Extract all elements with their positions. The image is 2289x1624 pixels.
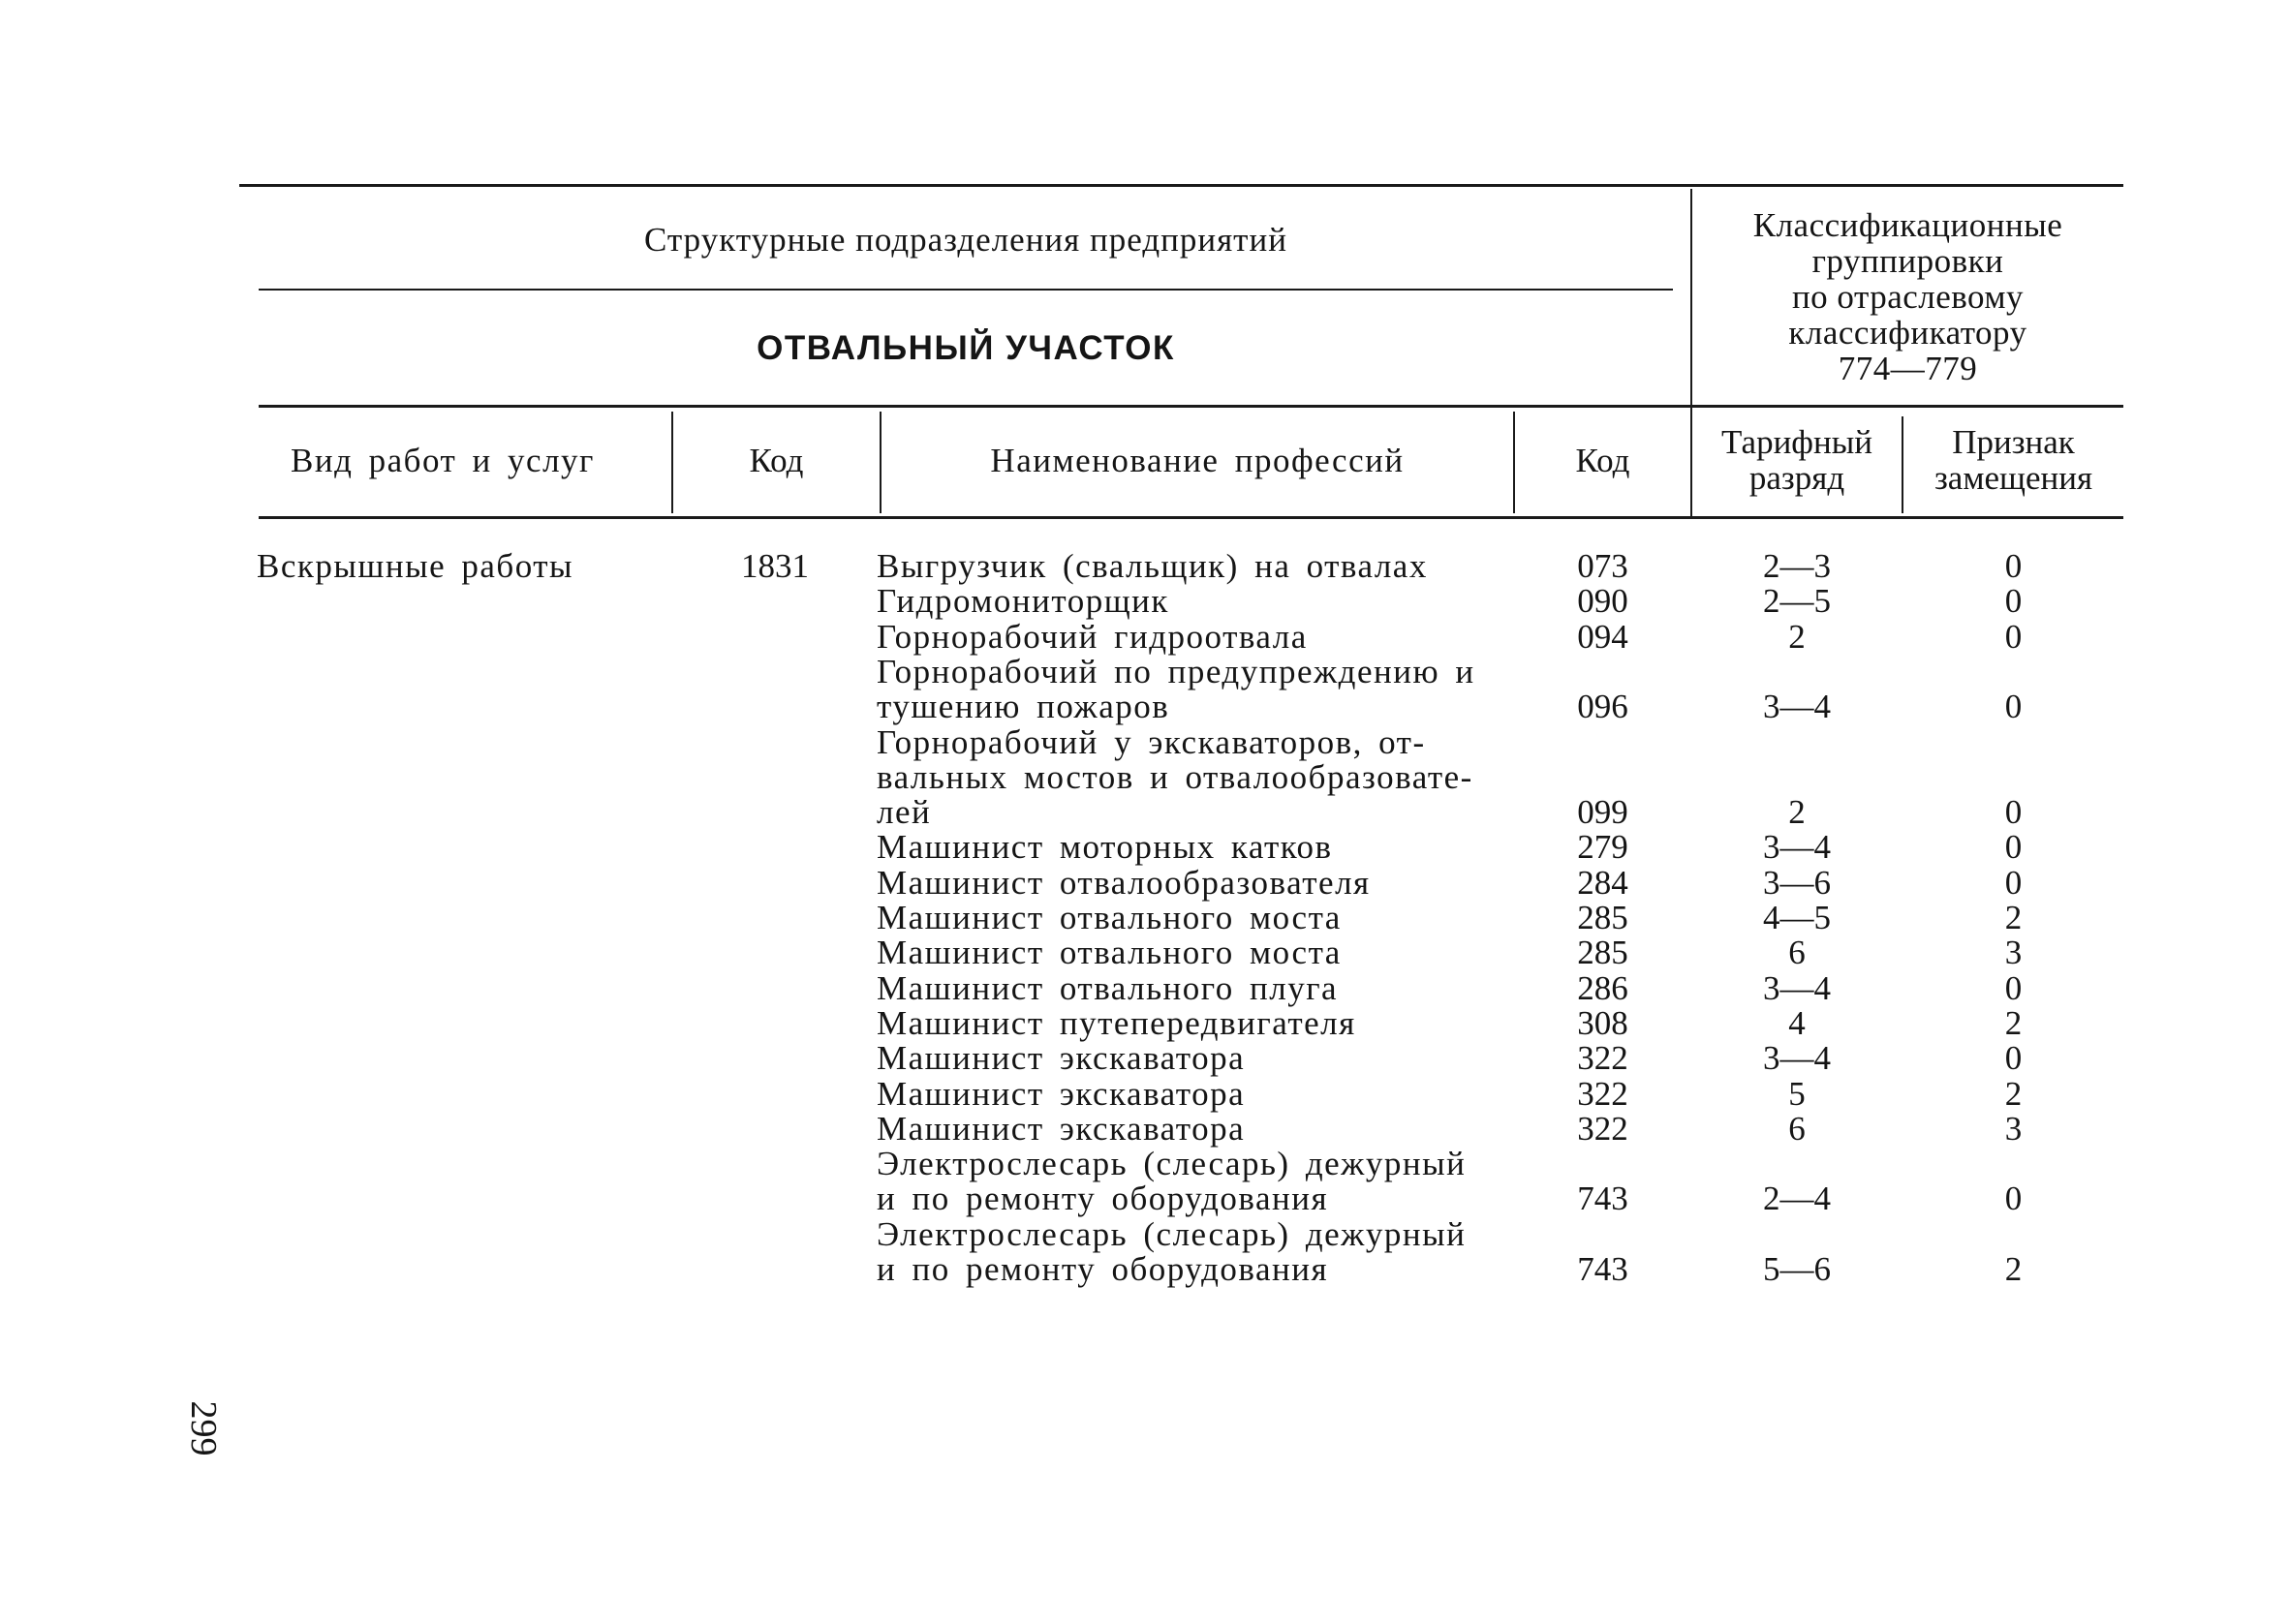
- page-number: 299: [183, 1400, 224, 1456]
- profession-code: 743: [1577, 1250, 1628, 1288]
- profession-code: 286: [1577, 968, 1628, 1007]
- tariff-grade: 6: [1788, 934, 1806, 972]
- profession-code: 096: [1577, 688, 1628, 726]
- class-group-line-5: 774—779: [1838, 350, 1978, 387]
- replacement-sign: 2: [2004, 899, 2023, 936]
- profession-name-line: Машинист путепередвигателя: [877, 1003, 1356, 1042]
- tariff-grade: 4: [1788, 1003, 1806, 1042]
- tariff-grade: 4—5: [1763, 899, 1831, 936]
- profession-name-line: Выгрузчик (свальщик) на отвалах: [877, 547, 1428, 585]
- replacement-sign: 0: [2004, 1039, 2023, 1078]
- structural-units-title: Структурные подразделения предприятий: [644, 221, 1287, 259]
- replacement-sign: 2: [2004, 1250, 2023, 1288]
- col-header-grade-line-2: разряд: [1748, 459, 1845, 497]
- replacement-sign: 2: [2004, 1074, 2023, 1113]
- profession-name-line: Гидромониторщик: [877, 582, 1169, 621]
- replacement-sign: 3: [2004, 1109, 2023, 1148]
- profession-name-line: Электрослесарь (слесарь) дежурный: [877, 1214, 1467, 1253]
- profession-name-line: Машинист отвалообразователя: [877, 863, 1371, 902]
- profession-code: 094: [1577, 617, 1628, 656]
- profession-code: 322: [1577, 1039, 1628, 1078]
- profession-name-line: Горнорабочий по предупреждению и: [877, 652, 1475, 690]
- class-group-line-3: по отраслевому: [1791, 278, 2025, 316]
- profession-code: 284: [1577, 863, 1628, 902]
- col-header-sign-line-2: замещения: [1933, 459, 2093, 497]
- profession-name-line: вальных мостов и отвалообразовате-: [877, 757, 1473, 796]
- tariff-grade: 3—4: [1763, 828, 1831, 867]
- col-header-sign: [1903, 424, 2123, 496]
- profession-code: 073: [1577, 547, 1628, 585]
- tariff-grade: 5: [1788, 1074, 1806, 1113]
- work-code: 1831: [741, 547, 809, 585]
- col-header-code-1: Код: [749, 442, 804, 479]
- profession-name-line: Горнорабочий у экскаваторов, от-: [877, 722, 1426, 761]
- tariff-grade: 3—4: [1763, 1039, 1831, 1078]
- profession-name-line: и по ремонту оборудования: [877, 1250, 1329, 1288]
- replacement-sign: 0: [2004, 688, 2023, 726]
- profession-code: 743: [1577, 1180, 1628, 1218]
- class-group-line-2: группировки: [1811, 242, 2004, 280]
- header-bottom-rule: [259, 405, 2123, 408]
- profession-name-line: Машинист экскаватора: [877, 1074, 1246, 1113]
- profession-code: 099: [1577, 793, 1628, 832]
- tariff-grade: 2—4: [1763, 1180, 1831, 1218]
- work-type: Вскрышные работы: [257, 547, 574, 585]
- section-title: ОТВАЛЬНЫЙ УЧАСТОК: [757, 329, 1175, 367]
- profession-name-line: Машинист экскаватора: [877, 1109, 1246, 1148]
- profession-code: 090: [1577, 582, 1628, 621]
- replacement-sign: 0: [2004, 617, 2023, 656]
- profession-name-line: Машинист экскаватора: [877, 1039, 1246, 1078]
- replacement-sign: 0: [2004, 863, 2023, 902]
- replacement-sign: 0: [2004, 793, 2023, 832]
- profession-code: 285: [1577, 934, 1628, 972]
- tariff-grade: 2: [1788, 617, 1806, 656]
- tariff-grade: 3—4: [1763, 688, 1831, 726]
- tariff-grade: 3—6: [1763, 863, 1831, 902]
- replacement-sign: 0: [2004, 1180, 2023, 1218]
- col-header-profession: Наименование профессий: [990, 442, 1405, 479]
- profession-name-line: лей: [877, 793, 932, 832]
- profession-code: 279: [1577, 828, 1628, 867]
- replacement-sign: 2: [2004, 1003, 2023, 1042]
- profession-name-line: и по ремонту оборудования: [877, 1180, 1329, 1218]
- tariff-grade: 2—5: [1763, 582, 1831, 621]
- col-header-grade: [1692, 424, 1902, 496]
- profession-code: 322: [1577, 1074, 1628, 1113]
- column-header-bottom-rule: [259, 516, 2123, 519]
- tariff-grade: 6: [1788, 1109, 1806, 1148]
- replacement-sign: 0: [2004, 968, 2023, 1007]
- profession-name-line: тушению пожаров: [877, 688, 1170, 726]
- class-group-line-4: классификатору: [1788, 314, 2027, 352]
- tariff-grade: 5—6: [1763, 1250, 1831, 1288]
- replacement-sign: 0: [2004, 547, 2023, 585]
- col-header-code-2: Код: [1575, 442, 1630, 479]
- profession-name-line: Электрослесарь (слесарь) дежурный: [877, 1145, 1467, 1183]
- tariff-grade: 2: [1788, 793, 1806, 832]
- top-rule: [239, 184, 2123, 187]
- tariff-grade: 2—3: [1763, 547, 1831, 585]
- tariff-grade: 3—4: [1763, 968, 1831, 1007]
- profession-code: 322: [1577, 1109, 1628, 1148]
- replacement-sign: 0: [2004, 828, 2023, 867]
- profession-name-line: Машинист отвального моста: [877, 899, 1342, 936]
- profession-name-line: Горнорабочий гидроотвала: [877, 617, 1308, 656]
- replacement-sign: 0: [2004, 582, 2023, 621]
- section-rule: [259, 289, 1673, 291]
- replacement-sign: 3: [2004, 934, 2023, 972]
- profession-code: 308: [1577, 1003, 1628, 1042]
- profession-name-line: Машинист моторных катков: [877, 828, 1333, 867]
- col-header-work-type: Вид работ и услуг: [291, 442, 595, 479]
- col-header-sign-line-1: Признак: [1952, 423, 2075, 461]
- col-header-grade-line-1: Тарифный: [1721, 423, 1872, 461]
- profession-name-line: Машинист отвального моста: [877, 934, 1342, 972]
- class-group-line-1: Классификационные: [1752, 206, 2063, 244]
- profession-name-line: Машинист отвального плуга: [877, 968, 1339, 1007]
- class-group-header: [1692, 207, 2123, 386]
- profession-code: 285: [1577, 899, 1628, 936]
